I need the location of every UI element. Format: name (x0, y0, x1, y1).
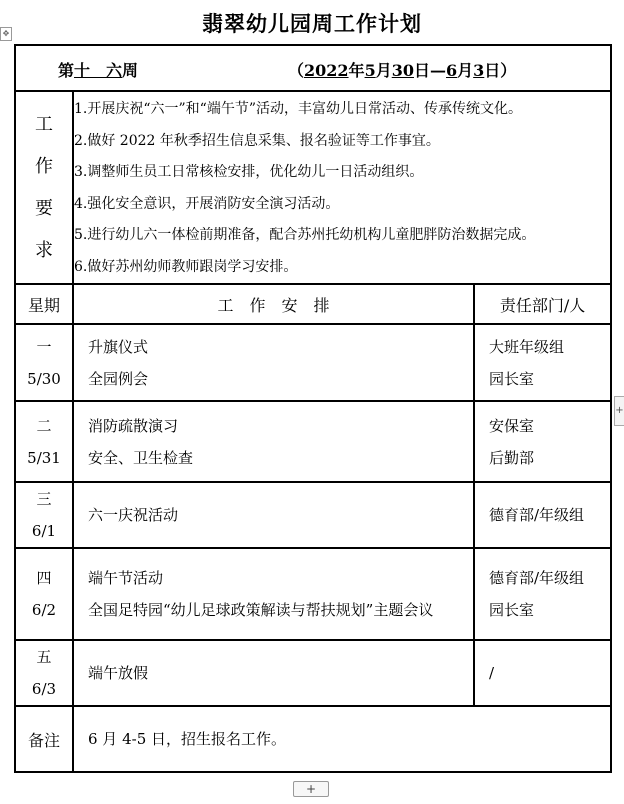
week-label: 第十 六周 (58, 61, 139, 80)
header-dept: 责任部门/人 (474, 284, 611, 324)
dept-cell: 大班年级组 园长室 (474, 324, 611, 401)
work-cell: 升旗仪式 全园例会 (73, 324, 474, 401)
table-row (15, 548, 611, 640)
date-range: （2022年5月30日—6月3日） (288, 61, 517, 80)
requirements-list (73, 91, 611, 284)
requirement-item: 4.强化安全意识，开展消防安全演习活动。 (74, 195, 340, 212)
remark-row (15, 706, 611, 772)
weekly-plan-table (14, 44, 612, 773)
day-cell: 三 6/1 (15, 482, 73, 548)
header-work: 工 作 安 排 (73, 284, 474, 324)
end-day: 3 (473, 61, 485, 80)
day-cell: 一 5/30 (15, 324, 73, 401)
requirement-item: 2.做好 2022 年秋季招生信息采集、报名验证等工作事宜。 (74, 132, 440, 149)
requirements-row (15, 91, 611, 284)
year: 2022 (304, 61, 349, 80)
table-row (15, 324, 611, 401)
header-row (15, 284, 611, 324)
table-row (15, 640, 611, 706)
requirement-item: 5.进行幼儿六一体检前期准备，配合苏州托幼机构儿童肥胖防治数据完成。 (74, 227, 536, 243)
week-cell (15, 45, 611, 91)
work-cell: 端午节活动 全国足特园“幼儿足球政策解读与帮扶规划”主题会议 (73, 548, 474, 640)
table-row (15, 482, 611, 548)
week-number: 十 六 (74, 61, 123, 80)
remark-label: 备注 (15, 706, 73, 772)
requirement-item: 1.开展庆祝“六一”和“端午节”活动，丰富幼儿日常活动、传承传统文化。 (74, 101, 522, 117)
week-row (15, 45, 611, 91)
requirements-label: 工 作 要 求 (15, 91, 73, 284)
header-day: 星期 (15, 284, 73, 324)
dept-cell: / (474, 640, 611, 706)
work-cell: 消防疏散演习 安全、卫生检查 (73, 401, 474, 482)
day-cell: 五 6/3 (15, 640, 73, 706)
add-row-button[interactable]: + (293, 781, 329, 797)
dept-cell: 德育部/年级组 (474, 482, 611, 548)
day-cell: 四 6/2 (15, 548, 73, 640)
dept-cell: 安保室 后勤部 (474, 401, 611, 482)
end-month: 6 (446, 61, 458, 80)
insert-column-icon[interactable]: + (614, 396, 624, 426)
work-cell: 端午放假 (73, 640, 474, 706)
requirement-item: 3.调整师生员工日常核检安排，优化幼儿一日活动组织。 (74, 164, 424, 180)
day-cell: 二 5/31 (15, 401, 73, 482)
remark-text: 6 月 4-5 日，招生报名工作。 (73, 706, 611, 772)
work-cell: 六一庆祝活动 (73, 482, 474, 548)
requirement-item: 6.做好苏州幼师教师跟岗学习安排。 (74, 258, 298, 275)
start-month: 5 (364, 61, 376, 80)
table-row (15, 401, 611, 482)
start-day: 30 (391, 61, 414, 80)
page-title: 翡翠幼儿园周工作计划 (202, 11, 422, 36)
table-move-handle-icon[interactable]: ✥ (0, 27, 12, 41)
dept-cell: 德育部/年级组 园长室 (474, 548, 611, 640)
